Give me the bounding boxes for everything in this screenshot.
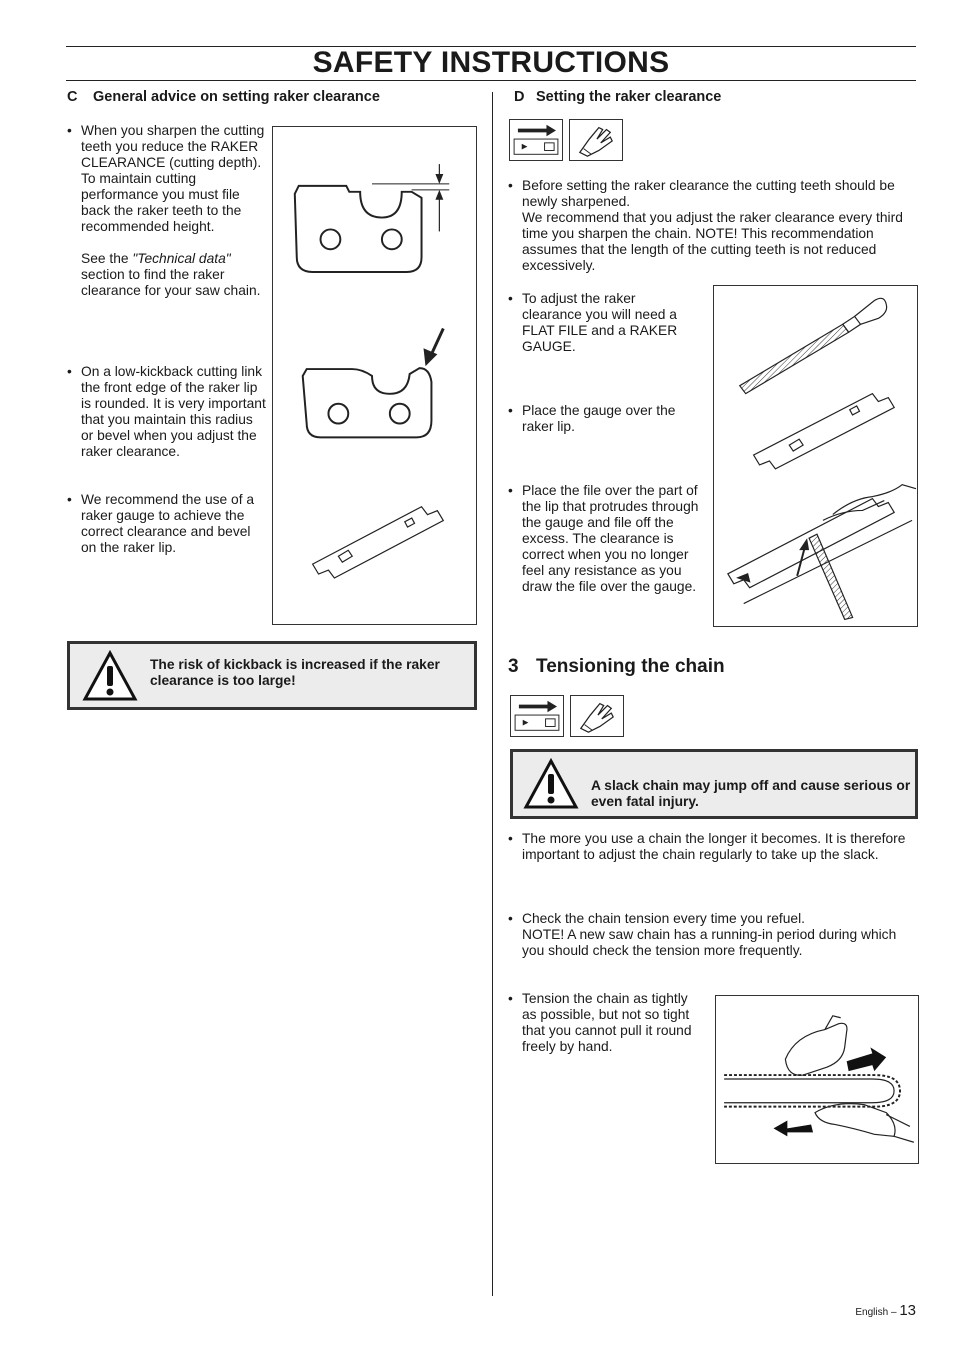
file-and-gauge-figure <box>713 285 918 627</box>
header-bottom-rule <box>66 80 916 81</box>
flat-file-illustration <box>740 298 887 393</box>
section-d-heading <box>514 89 721 105</box>
chain-tension-figure <box>715 995 919 1164</box>
cutter-link-illustration <box>295 164 449 272</box>
protective-glove-icon <box>570 695 624 737</box>
slack-chain-warning-text: A slack chain may jump off and cause serious or even fatal injury. <box>591 778 911 809</box>
manual-arrow-icon <box>510 695 564 737</box>
section-c-letter: C <box>67 89 78 105</box>
section-d-bullet-1-line-1: • Before setting the raker clearance the cutting teeth should be newly sharpened. <box>522 178 895 209</box>
section-d-bullet-1 <box>508 178 916 274</box>
section-3-bullet-1 <box>508 831 918 863</box>
filing-raker-illustration <box>728 485 916 620</box>
section-c-bullet-1 <box>67 123 267 299</box>
section-c-bullet-3-text: • We recommend the use of a raker gauge to achieve the correct clearance and bevel on the raker lip. <box>81 492 255 555</box>
section-3-icons <box>510 695 624 737</box>
section-3-bullet-1-text: • The more you use a chain the longer it becomes. It is therefore important to adjust the chain regularly to take up the slack. <box>522 831 906 862</box>
manual-arrow-icon <box>509 119 563 161</box>
section-3-number: 3 <box>508 656 519 677</box>
slack-chain-warning-box <box>510 749 918 819</box>
kickback-warning-text: The risk of kickback is increased if the raker clearance is too large! <box>150 657 440 688</box>
section-c-title: General advice on setting raker clearance <box>93 89 380 105</box>
section-d-icons <box>509 119 623 161</box>
footer-language: English – <box>855 1307 900 1318</box>
kickback-warning-box <box>67 641 477 710</box>
hands-tensioning-chain-illustration <box>716 996 918 1163</box>
warning-triangle-icon <box>523 758 579 810</box>
section-c-bullet-1-text: • When you sharpen the cutting teeth you reduce the RAKER CLEARANCE (cutting depth). To maintain cutting performance you must file back the raker teeth to the recommended height. <box>81 123 265 234</box>
section-d-bullet-3 <box>508 403 698 435</box>
warning-triangle-icon <box>82 650 138 702</box>
note-post: section to find the raker clearance for your saw chain. <box>81 267 261 298</box>
raker-clearance-figure <box>272 126 477 625</box>
section-d-bullet-3-text: • Place the gauge over the raker lip. <box>522 403 676 434</box>
raker-gauge-illustration <box>313 507 444 578</box>
section-3-title: Tensioning the chain <box>536 656 725 677</box>
section-3-bullet-2-line-1: • Check the chain tension every time you refuel. <box>522 911 805 926</box>
section-c-bullet-2-text: • On a low-kickback cutting link the front edge of the raker lip is rounded. It is very important that you maintain this radius or bevel when you adjust the raker clearance. <box>81 364 266 459</box>
section-d-title: Setting the raker clearance <box>536 89 722 105</box>
section-3-bullet-2 <box>508 911 918 959</box>
technical-data-ref: "Technical data" <box>132 251 231 266</box>
low-kickback-link-illustration <box>303 328 444 437</box>
section-d-bullet-4 <box>508 483 704 595</box>
note-pre: See the <box>81 251 133 266</box>
section-d-bullet-1-line-2: We recommend that you adjust the raker clearance every third time you sharpen the chain. NOTE! This recommendation assumes that the length of the cutting teeth is not reduced excessively. <box>522 210 903 273</box>
section-c-bullet-1-note <box>81 251 267 299</box>
page-title: SAFETY INSTRUCTIONS <box>312 46 670 79</box>
page-number: 13 <box>899 1302 916 1319</box>
column-divider <box>492 92 493 1296</box>
section-3-heading <box>508 656 725 678</box>
section-c-heading <box>67 89 380 105</box>
section-d-bullet-4-text: • Place the file over the part of the lip that protrudes through the gauge and file off the excess. The clearance is correct when you no longer feel any resistance as you draw the file over the gauge. <box>522 483 699 594</box>
section-c-bullet-3 <box>67 492 267 556</box>
file-gauge-illustrations <box>714 286 917 626</box>
raker-gauge-illustration <box>754 394 895 469</box>
section-d-bullet-2 <box>508 291 698 355</box>
section-d-bullet-2-text: • To adjust the raker clearance you will need a FLAT FILE and a RAKER GAUGE. <box>522 291 678 354</box>
raker-illustrations <box>273 127 476 624</box>
section-3-bullet-2-line-2: NOTE! A new saw chain has a running-in period during which you should check the tension more frequently. <box>522 927 897 958</box>
section-c-bullet-2 <box>67 364 267 460</box>
section-d-letter: D <box>514 89 525 105</box>
protective-glove-icon <box>569 119 623 161</box>
section-3-bullet-3-text: • Tension the chain as tightly as possible, but not so tight that you cannot pull it round freely by hand. <box>522 991 692 1054</box>
section-3-bullet-3 <box>508 991 704 1055</box>
page-footer <box>855 1302 916 1319</box>
